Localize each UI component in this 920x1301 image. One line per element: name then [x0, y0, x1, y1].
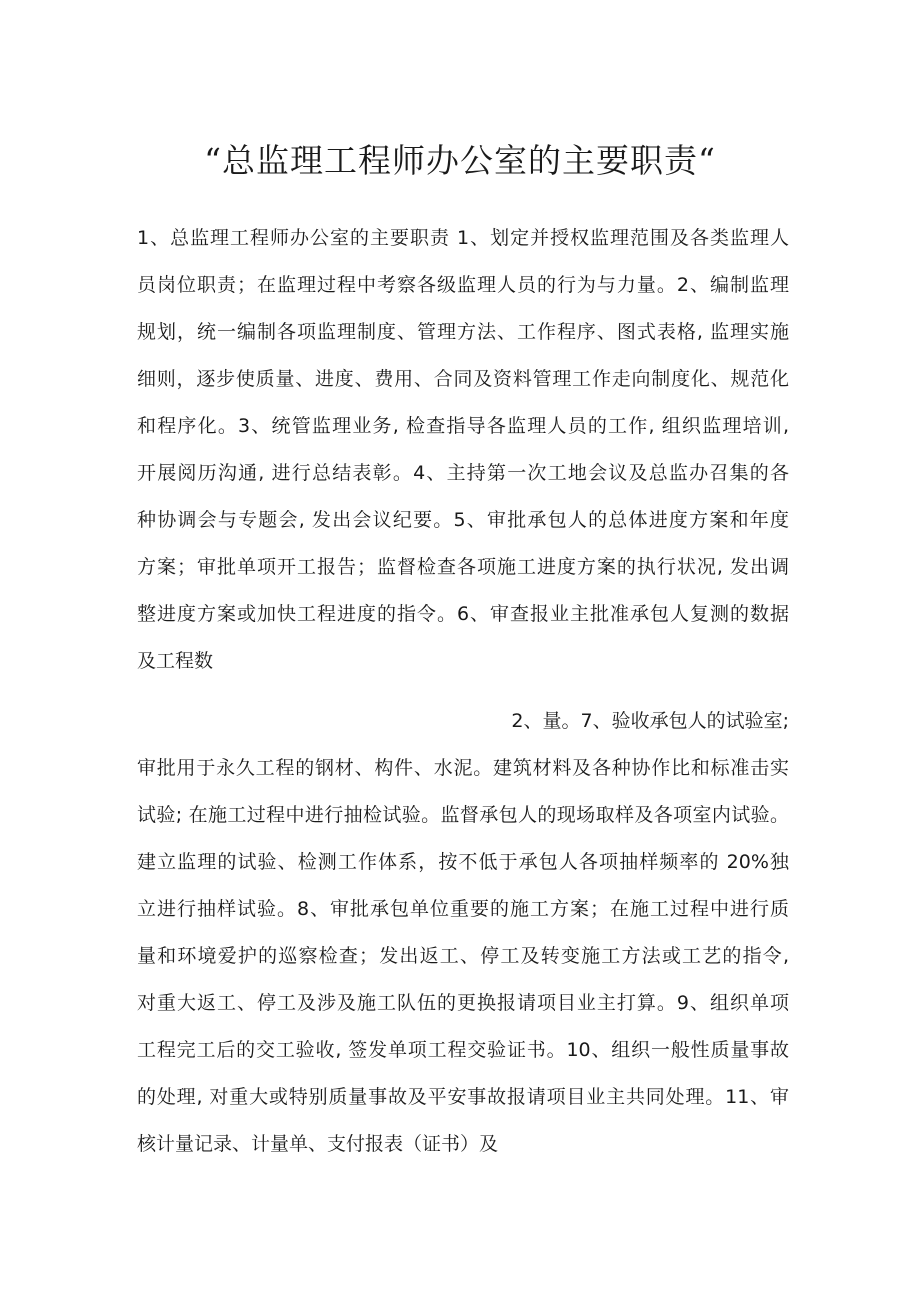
paragraph-line: 开展阅历沟通, 进行总结表彰。4、主持第一次工地会议及总监办召集的各	[137, 462, 789, 484]
document-title: “总监理工程师办公室的主要职责“	[204, 141, 716, 180]
paragraph-line: 方案；审批单项开工报告；监督检查各项施工进度方案的执行状况, 发出调	[137, 556, 789, 578]
paragraph-line: 规划，统一编制各项监理制度、管理方法、工作程序、图式表格, 监理实施	[137, 321, 789, 343]
paragraph-line: 细则，逐步使质量、进度、费用、合同及资料管理工作走向制度化、规范化	[137, 368, 789, 390]
paragraph-line: 的处理, 对重大或特别质量事故及平安事故报请项目业主共同处理。11、审	[137, 1086, 789, 1108]
paragraph-line: 工程完工后的交工验收, 签发单项工程交验证书。10、组织一般性质量事故	[137, 1039, 789, 1061]
paragraph-line: 整进度方案或加快工程进度的指令。6、审查报业主批准承包人复测的数据	[137, 603, 789, 625]
paragraph-line: 1、总监理工程师办公室的主要职责 1、划定并授权监理范围及各类监理人	[137, 227, 789, 249]
paragraph-line: 及工程数	[137, 650, 214, 672]
paragraph-line: 建立监理的试验、检测工作体系，按不低于承包人各项抽样频率的 20%独	[137, 851, 789, 873]
paragraph-line: 立进行抽样试验。8、审批承包单位重要的施工方案；在施工过程中进行质	[137, 898, 789, 920]
paragraph-line: 核计量记录、计量单、支付报表（证书）及	[137, 1133, 499, 1155]
paragraph-line: 和程序化。3、统管监理业务, 检查指导各监理人员的工作, 组织监理培训,	[137, 415, 789, 437]
paragraph-line-right-aligned: 2、量。7、验收承包人的试验室;	[511, 710, 789, 732]
paragraph-line: 员岗位职责；在监理过程中考察各级监理人员的行为与力量。2、编制监理	[137, 274, 789, 296]
paragraph-line: 量和环境爱护的巡察检查；发出返工、停工及转变施工方法或工艺的指令,	[137, 945, 789, 967]
paragraph-line: 种协调会与专题会, 发出会议纪要。5、审批承包人的总体进度方案和年度	[137, 509, 789, 531]
paragraph-line: 试验; 在施工过程中进行抽检试验。监督承包人的现场取样及各项室内试验。	[137, 804, 789, 826]
paragraph-line: 审批用于永久工程的钢材、构件、水泥。建筑材料及各种协作比和标准击实	[137, 757, 789, 779]
paragraph-line: 对重大返工、停工及涉及施工队伍的更换报请项目业主打算。9、组织单项	[137, 992, 789, 1014]
